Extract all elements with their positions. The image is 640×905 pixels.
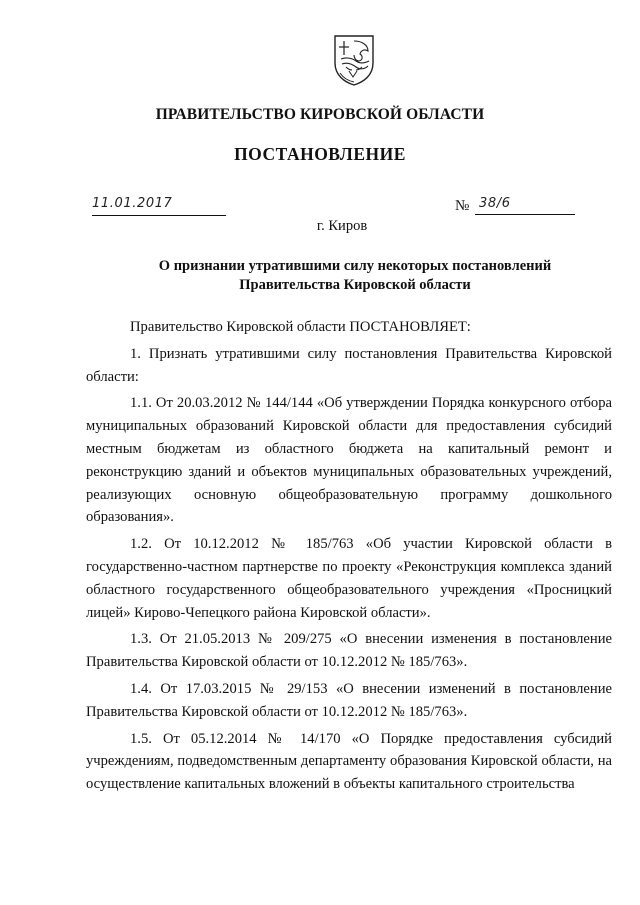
clause-1-1: 1.1. От 20.03.2012 № 144/144 «Об утверждении Порядка конкурсного отбора муниципальных образований Кировской области для предоставления субсидий местным бюджетам из областного бюджета на капитальный ремонт и реконструкцию зданий и объектов муниципальных образовательных учреждений, реализующих основную общеобразовательную программу дошкольного образования». [86,395,612,526]
clause-1-4: 1.4. От 17.03.2015 № 29/153 «О внесении изменений в постановление Правительства Кировской области от 10.12.2012 № 185/763». [86,680,612,720]
document-type: ПОСТАНОВЛЕНИЕ [234,144,406,164]
clause-1: 1. Признать утратившими силу постановления Правительства Кировской области: [86,345,612,385]
title-line-2: Правительства Кировской области [239,277,471,293]
document-body [86,316,612,796]
clause-1-5: 1.5. От 05.12.2014 № 14/170 «О Порядке предоставления субсидий учреждениям, подведомственным департаменту образования Кировской области, на осуществление капитальных вложений в объекты капитального строительства [86,730,612,793]
coat-of-arms-icon [332,33,376,87]
document-number: 38/6 [475,196,575,215]
document-date: 11.01.2017 [92,196,226,216]
number-sign: № [455,198,470,214]
clause-1-3: 1.3. От 21.05.2013 № 209/275 «О внесении изменения в постановление Правительства Кировской области от 10.12.2012 № 185/763». [86,631,612,671]
organization-name: ПРАВИТЕЛЬСТВО КИРОВСКОЙ ОБЛАСТИ [155,106,485,123]
resolution-preamble: Правительство Кировской области ПОСТАНОВЛЯЕТ: [130,319,471,335]
document-title [120,257,590,295]
city: г. Киров [316,218,368,234]
clause-1-2: 1.2. От 10.12.2012 № 185/763 «Об участии Кировской области в государственно-частном партнерстве по проекту «Реконструкция комплекса зданий областного государственного общеобразовательного учреждения «Просницкий лицей» Кирово-Чепецкого района Кировской области». [86,536,612,621]
title-line-1: О признании утратившими силу некоторых постановлений [158,258,552,274]
